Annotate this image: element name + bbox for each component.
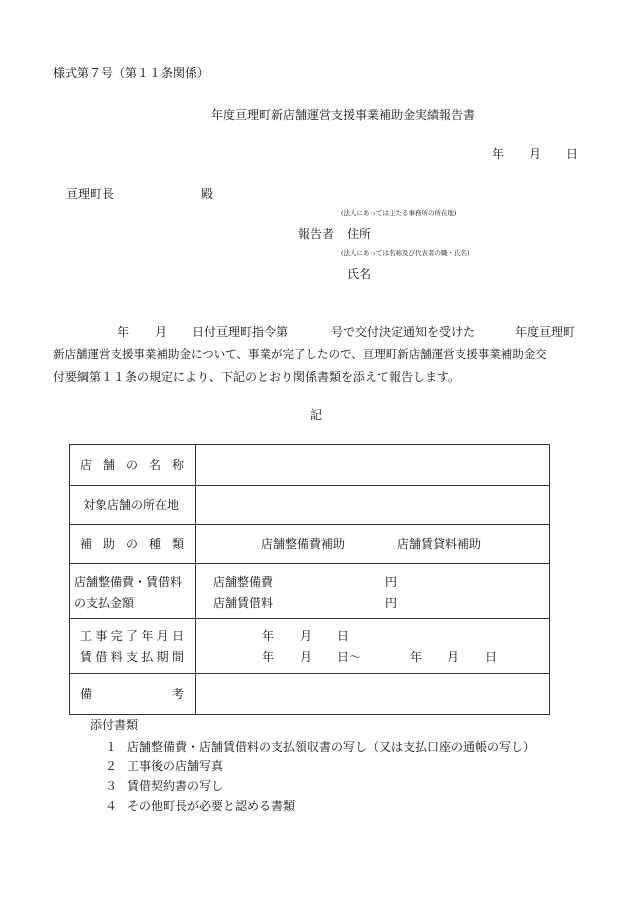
reporter-label: 報告者 (298, 227, 335, 241)
period-start-day: 日～ (337, 650, 362, 664)
row-label-store-location: 対象店舗の所在地 (83, 498, 180, 512)
body-fiscal: 年度亘理町 (515, 325, 576, 339)
attachment-text-1: 店舗整備費・店舗賃借料の支払領収書の写し（又は支払口座の通帳の写し） (127, 740, 536, 754)
attachment-text-2: 工事後の店舗写真 (127, 759, 224, 773)
date-month-label: 月 (529, 147, 542, 161)
subsidy-option-improvement: 店舗整備費補助 (261, 537, 346, 551)
attachment-text-3: 賃借契約書の写し (127, 779, 224, 793)
attachment-text-4: その他町長が必要と認める書類 (127, 799, 296, 813)
date-day-label: 日 (566, 147, 579, 161)
date-year-label: 年 (492, 147, 505, 161)
row-label-store-name: 店 舗 の 名 称 (80, 458, 184, 472)
reporter-address-note: (法人にあっては主たる事務所の所在地) (341, 209, 457, 217)
attachment-number-3: ３ (105, 779, 118, 793)
row-label-rent-period: 賃 借 料 支 払 期 間 (80, 650, 184, 664)
reporter-name-label: 氏名 (347, 267, 372, 281)
addressee-honorific: 殿 (201, 187, 214, 201)
attachment-number-1: １ (105, 740, 118, 754)
body-line-3: 付要綱第１１条の規定により、下記のとおり関係書類を添えて報告します。 (53, 370, 461, 384)
addressee-name: 亘理町長 (66, 187, 115, 201)
row-label-subsidy-type: 補 助 の 種 類 (80, 537, 184, 551)
payment-item-rent: 店舗賃借料 (213, 596, 274, 610)
reporter-address-label: 住所 (347, 227, 372, 241)
row-label-payment-2: の支払金額 (74, 596, 135, 610)
period-end-month: 月 (447, 650, 460, 664)
row-label-payment-1: 店舗整備費・賃借料 (74, 575, 183, 589)
document-title: 年度亘理町新店舗運営支援事業補助金実績報告書 (211, 108, 476, 122)
body-month: 月 (155, 325, 168, 339)
subsidy-option-rent: 店舗賃貸料補助 (397, 537, 482, 551)
period-end-year: 年 (410, 650, 423, 664)
attachment-number-2: ２ (105, 759, 118, 773)
form-number: 様式第７号（第１１条関係） (53, 66, 210, 80)
completion-year: 年 (262, 629, 275, 643)
completion-day: 日 (337, 629, 350, 643)
completion-month: 月 (300, 629, 313, 643)
attachment-number-4: ４ (105, 799, 118, 813)
body-year: 年 (117, 325, 130, 339)
row-label-remarks-1: 備 (80, 687, 93, 701)
row-label-completion-date: 工 事 完 了 年 月 日 (80, 629, 184, 643)
body-number: 号で交付決定通知を受けた (331, 325, 476, 339)
period-start-month: 月 (300, 650, 313, 664)
yen-unit-2: 円 (385, 596, 398, 610)
period-end-day: 日 (485, 650, 498, 664)
period-start-year: 年 (262, 650, 275, 664)
yen-unit-1: 円 (385, 575, 398, 589)
payment-item-improvement: 店舗整備費 (213, 575, 274, 589)
body-line-2: 新店舗運営支援事業補助金について、事業が完了したので、亘理町新店舗運営支援事業補助金交 (53, 347, 547, 361)
body-day-ref: 日付亘理町指令第 (192, 325, 289, 339)
reporter-name-note: (法人にあっては名称及び代表者の職・氏名) (341, 249, 470, 257)
row-label-remarks-2: 考 (172, 687, 185, 701)
attachments-heading: 添付書類 (90, 718, 139, 732)
note-mark: 記 (310, 408, 323, 422)
